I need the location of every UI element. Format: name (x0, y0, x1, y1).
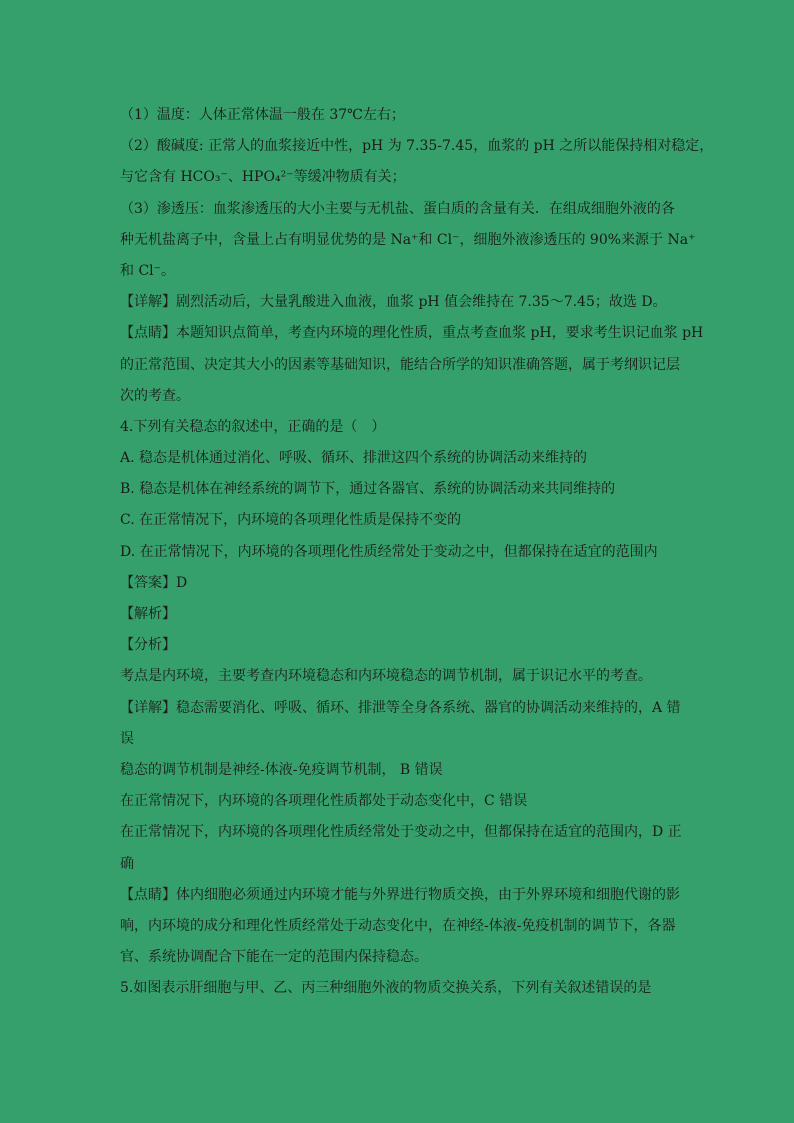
text-line-comment-q3-1: 【点睛】本题知识点简单，考查内环境的理化性质，重点考查血浆 pH，要求考生识记血浆 pH (120, 325, 704, 342)
question-4-option-b: B. 稳态是机体在神经系统的调节下，通过各器官、系统的协调活动来共同维持的 (120, 481, 616, 498)
text-line-osmotic-2: 种无机盐离子中，含量上占有明显优势的是 Na⁺和 Cl⁻，细胞外液渗透压的 90%来源于 Na⁺ (120, 231, 696, 248)
question-4-option-c: C. 在正常情况下，内环境的各项理化性质是保持不变的 (120, 512, 462, 529)
question-4-option-a: A. 稳态是机体通过消化、呼吸、循环、排泄这四个系统的协调活动来维持的 (120, 450, 588, 467)
text-line-temperature: （1）温度：人体正常体温一般在 37℃左右； (120, 107, 405, 123)
question-4-comment-1: 【点睛】体内细胞必须通过内环境才能与外界进行物质交换，由于外界环境和细胞代谢的影 (120, 886, 680, 903)
question-4-breakdown-text: 考点是内环境，主要考查内环境稳态和内环境稳态的调节机制，属于识记水平的考查。 (120, 668, 652, 685)
question-4-detail-6: 确 (120, 855, 134, 872)
question-4-detail-5: 在正常情况下，内环境的各项理化性质经常处于变动之中，但都保持在适宜的范围内，D 正 (120, 824, 682, 841)
question-4-answer: 【答案】D (120, 574, 188, 591)
question-4-detail-3: 稳态的调节机制是神经-体液-免疫调节机制， B 错误 (120, 761, 443, 778)
question-4-comment-3: 官、系统协调配合下能在一定的范围内保持稳态。 (120, 949, 428, 966)
question-4-comment-2: 响，内环境的成分和理化性质经常处于动态变化中，在神经-体液-免疫机制的调节下，各器 (120, 917, 676, 934)
text-line-ph-1: （2）酸碱度: 正常人的血浆接近中性，pH 为 7.35-7.45，血浆的 pH 之所以能保持相对稳定， (120, 138, 714, 155)
question-4-breakdown-heading: 【分析】 (120, 637, 176, 654)
text-line-ph-2: 与它含有 HCO₃⁻、HPO₄²⁻等缓冲物质有关； (120, 169, 406, 186)
question-4-detail-1: 【详解】稳态需要消化、呼吸、循环、排泄等全身各系统、器官的协调活动来维持的，A 错 (120, 699, 681, 716)
question-5-stem: 5.如图表示肝细胞与甲、乙、丙三种细胞外液的物质交换关系，下列有关叙述错误的是 (120, 980, 652, 997)
text-line-osmotic-3: 和 Cl⁻。 (120, 262, 176, 279)
question-4-detail-2: 误 (120, 730, 134, 747)
document-body (120, 100, 714, 1004)
question-4-option-d: D. 在正常情况下，内环境的各项理化性质经常处于变动之中，但都保持在适宜的范围内 (120, 543, 658, 560)
text-line-comment-q3-2: 的正常范围、决定其大小的因素等基础知识，能结合所学的知识准确答题，属于考纲识记层 (120, 356, 680, 373)
text-line-comment-q3-3: 次的考查。 (120, 387, 190, 404)
text-line-detail-q3: 【详解】剧烈活动后，大量乳酸进入血液，血浆 pH 值会维持在 7.35～7.45；故选 D。 (120, 294, 667, 311)
text-line-osmotic-1: （3）渗透压：血浆渗透压的大小主要与无机盐、蛋白质的含量有关．在组成细胞外液的各 (120, 200, 675, 217)
question-4-detail-4: 在正常情况下，内环境的各项理化性质都处于动态变化中，C 错误 (120, 793, 528, 810)
question-4-stem: 4.下列有关稳态的叙述中，正确的是（ ） (120, 418, 386, 435)
question-4-analysis-heading: 【解析】 (120, 606, 176, 622)
